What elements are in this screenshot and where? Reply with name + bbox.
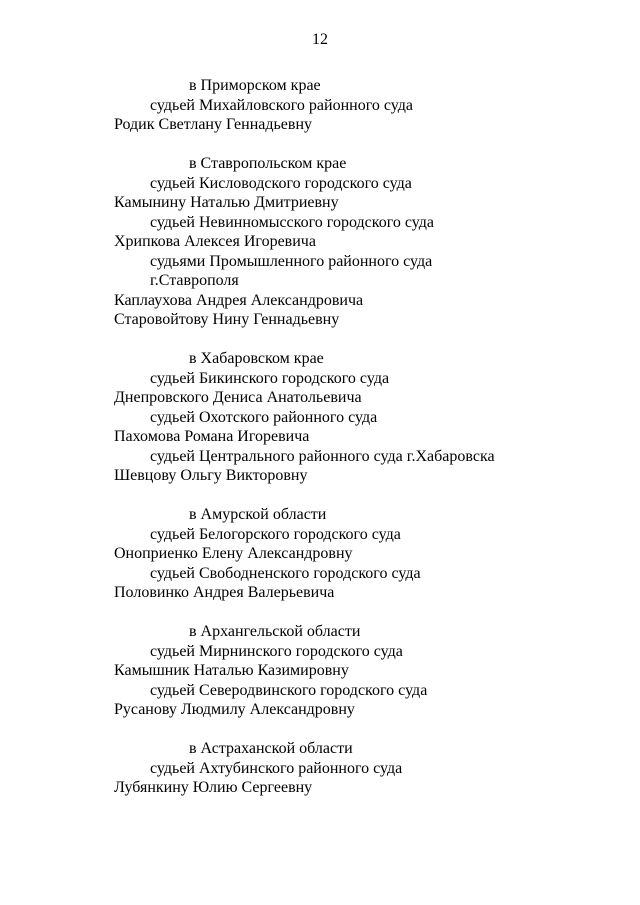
court-position: судьей Мирнинского городского суда (150, 642, 403, 660)
court-position: судьей Бикинского городского суда (150, 369, 390, 387)
judge-name: Каплаухова Андрея Александровича (114, 291, 364, 309)
judge-name: Камышник Наталью Казимировну (114, 662, 349, 679)
region-section (114, 505, 614, 603)
court-position: судьей Кисловодского городского суда (150, 174, 412, 192)
judge-name: Старовойтову Нину Геннадьевну (114, 311, 340, 328)
judge-name: Камынину Наталью Дмитриевну (114, 194, 339, 211)
judge-name: Лубянкину Юлию Сергеевну (114, 779, 313, 796)
court-position: судьей Ахтубинского районного суда (150, 759, 403, 777)
region-section (114, 622, 614, 720)
region-heading: в Ставропольском крае (189, 155, 347, 172)
court-position: судьей Северодвинского городского суда (150, 681, 428, 699)
court-position: судьей Центрального районного суда г.Хабаровска (150, 447, 495, 465)
region-heading: в Амурской области (189, 506, 327, 523)
court-position: судьями Промышленного районного суда (150, 252, 433, 270)
region-heading: в Хабаровском крае (189, 350, 324, 367)
judge-name: Хрипкова Алексея Игоревича (114, 233, 316, 250)
region-section (114, 76, 614, 135)
court-position: г.Ставрополя (150, 272, 239, 289)
region-section (114, 349, 614, 486)
court-position: судьей Михайловского районного суда (150, 96, 413, 114)
judge-name: Днепровского Дениса Анатольевича (114, 389, 362, 406)
judge-name: Русанову Людмилу Александровну (114, 701, 355, 718)
court-position: судьей Охотского районного суда (150, 408, 378, 426)
judge-name: Шевцову Ольгу Викторовну (114, 467, 308, 484)
region-section (114, 154, 614, 330)
court-position: судьей Белогорского городского суда (150, 525, 401, 543)
region-heading: в Астраханской области (189, 740, 353, 757)
region-heading: в Архангельской области (189, 623, 361, 640)
region-section (114, 739, 614, 798)
court-position: судьей Свободненского городского суда (150, 564, 421, 582)
judge-name: Половинко Андрея Валерьевича (114, 584, 335, 601)
court-position: судьей Невинномысского городского суда (150, 213, 434, 231)
judge-name: Оноприенко Елену Александровну (114, 545, 353, 562)
document-body (114, 76, 614, 817)
page-number: 12 (312, 31, 328, 48)
region-heading: в Приморском крае (189, 77, 321, 94)
judge-name: Родик Светлану Геннадьевну (114, 116, 313, 133)
judge-name: Пахомова Романа Игоревича (114, 428, 310, 445)
